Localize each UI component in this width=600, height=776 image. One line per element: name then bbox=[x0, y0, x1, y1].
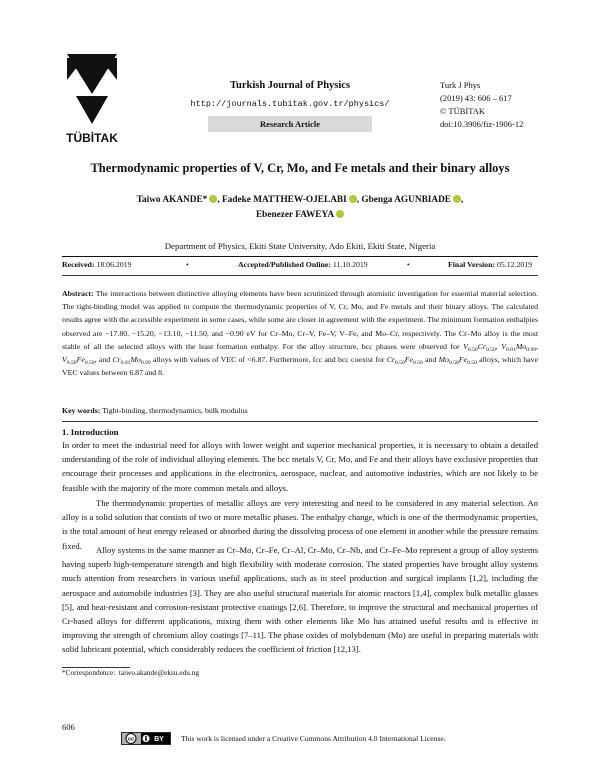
footnote-label: *Correspondence: bbox=[62, 668, 116, 677]
abstract-label: Abstract: bbox=[62, 289, 94, 298]
divider bbox=[62, 421, 538, 422]
final-label: Final Version: bbox=[448, 260, 496, 269]
page-number: 606 bbox=[62, 722, 75, 732]
final-date: 05.12.2019 bbox=[496, 260, 533, 269]
formula: $Cr_{0.01}Mo_{0.99}$ bbox=[112, 355, 151, 367]
logo-text: TÜBİTAK bbox=[66, 131, 118, 145]
divider bbox=[62, 256, 538, 257]
article-type-badge: Research Article bbox=[208, 116, 372, 132]
keywords bbox=[62, 406, 538, 415]
footnote bbox=[62, 668, 199, 677]
correspondence-email[interactable]: taiwo.akande@eksu.edu.ng bbox=[118, 668, 200, 677]
paragraph: In order to meet the industrial need for alloys with lower weight and superior mechanical properties, it is necessary to obtain a detailed understanding of the role of individual alloying elements. The bcc metals V, Cr, Mo, and Fe and their alloys have exclusive properties that encourage their processes and applications in the electronics, aerospace, nuclear, and automotive industries, which are not likely to be feasible with the majority of the more common metals and alloys. bbox=[62, 440, 538, 493]
keywords-text: Tight-binding, thermodynamics, bulk modulus bbox=[102, 406, 248, 415]
svg-text:cc: cc bbox=[127, 736, 135, 743]
formula: $V_{0.50}Fe_{0.50}$ bbox=[62, 355, 95, 367]
orcid-icon[interactable] bbox=[336, 210, 344, 218]
author-line-2 bbox=[0, 210, 600, 220]
received-date: 18.06.2019 bbox=[96, 260, 132, 269]
license-text: This work is licensed under a Creative Commons Attribution 4.0 International License. bbox=[181, 734, 446, 743]
keywords-label: Key words: bbox=[62, 406, 101, 415]
author-agunbiade: , Gbenga AGUNBIADE bbox=[356, 195, 452, 205]
affiliation: Department of Physics, Ekiti State University, Ado Ekiti, Ekiti State, Nigeria bbox=[164, 241, 436, 251]
date-separator: • bbox=[407, 260, 410, 269]
orcid-icon[interactable] bbox=[453, 195, 464, 205]
tubitak-logo bbox=[62, 50, 122, 146]
meta-doi[interactable]: doi:10.3906/fiz-1906-12 bbox=[440, 119, 524, 129]
meta-journal-abbrev: Turk J Phys bbox=[440, 80, 481, 90]
abstract-text: The interactions between distinctive alloying elements have been scrutinized through atomistic investigation for essential material selection. The tight-binding model was applied to compute the thermodynamic properties of V, Cr, Mo, and Fe metals and their binary alloys. The calculated results agree with the accessible experiment in some cases, while some are closer in agreement with the experiment. The minimum formation enthalpies observed are −17.80, −15.20, −13.10, −11.50, and −0.90 eV for Cr–Mo, Cr–V, Fe–V, V–Fe, and Mo–Cr, respectively. The Cr–Mo alloy is the most stable of all the selected alloys with the least formation enthalpy. For the alloy structure, bcc phases were observed for bbox=[62, 289, 539, 351]
cc-by-badge-icon[interactable] bbox=[121, 732, 171, 745]
formula: $Cr_{0.50}Fe_{0.50}$ bbox=[386, 355, 423, 367]
author-separator: , bbox=[461, 195, 464, 205]
divider bbox=[62, 275, 538, 276]
author-matthew-ojelabi: , Fadeke MATTHEW-OJELABI bbox=[217, 195, 347, 205]
paragraph: The thermodynamic properties of metallic alloys are very interesting and need to be considered in any material selection. An alloy is a solid solution that consists of two or more metallic phases. The enthalpy change, which is one of the thermodynamic properties, is the total amount of heat energy released or absorbed during the dissolving process of one element in another while the pressure remains fixed. bbox=[62, 498, 538, 551]
accepted-date: 11.10.2019 bbox=[332, 260, 368, 269]
journal-name: Turkish Journal of Physics bbox=[229, 80, 351, 91]
formula: $V_{0.50}Cr_{0.50}$ bbox=[463, 341, 496, 353]
journal-url[interactable]: http://journals.tubitak.gov.tr/physics/ bbox=[190, 99, 390, 109]
formula: $V_{0.01}Mo_{0.99}$ bbox=[501, 341, 537, 353]
dates-row bbox=[62, 260, 538, 274]
badge-text: BY bbox=[154, 736, 164, 744]
abstract-text: alloys with values of VEC of <6.87. Furthermore, fcc and bcc coexist for bbox=[152, 355, 385, 365]
author-faweya: Ebenezer FAWEYA bbox=[255, 210, 335, 220]
paper-title: Thermodynamic properties of V, Cr, Mo, and Fe metals and their binary alloys bbox=[90, 161, 510, 175]
received-label: Received: bbox=[62, 260, 95, 269]
abstract: Abstract: The interactions between distinctive alloying elements have been scrutinized through atomistic investigation for essential material selection. The tight-binding model was applied to compute the thermodynamic properties of V, Cr, Mo, and Fe metals and their binary alloys. The calculated results agree with the accessible experiment in some cases, while some are closer in agreement with the experiment. The minimum formation enthalpies observed are −17.80, −15.20, −13.10, −11.50, and −0.90 eV for Cr–Mo, Cr–V, Fe–V, V–Fe, and Mo–Cr, respectively. The Cr–Mo alloy is the most stable of all the selected alloys with the least formation enthalpy. For the alloy structure, bcc phases were observed for $V_{0.50}Cr_{0.50}$, $V_{0.01}Mo_{0.99}$, $V_{0.50}Fe_{0.50}$, and $Cr_{0.01}Mo_{0.99}$ alloys with values of VEC of <6.87. Furthermore, fcc and bcc coexist for $Cr_{0.50}Fe_{0.50}$ and $Mo_{0.50}Fe_{0.50}$ alloys, which have VEC values between 6.87 and 8. bbox=[62, 289, 539, 378]
formula: $Mo_{0.50}Fe_{0.50}$ bbox=[438, 355, 477, 367]
author-line-1 bbox=[0, 195, 600, 205]
date-separator: • bbox=[186, 260, 189, 269]
abstract-text: alloys, which have VEC values between 6.87 and 8. bbox=[62, 355, 538, 378]
meta-volume: (2019) 43: 606 – 617 bbox=[440, 93, 512, 103]
author-akande: Taiwo AKANDE* bbox=[136, 195, 208, 205]
section-heading: 1. Introduction bbox=[62, 427, 119, 437]
meta-copyright: © TÜBİTAK bbox=[440, 106, 486, 116]
accepted-label: Accepted/Published Online: bbox=[238, 260, 331, 269]
orcid-icon[interactable] bbox=[349, 195, 357, 203]
paragraph: Alloy systems in the same manner as Cr–Mo, Cr–Fe, Cr–Al, Cr–Mo, Cr–Nb, and Cr–Fe–Mo represent a group of alloy systems having superb high-temperature strength and high flexibility with moderate corrosion. The stated properties have brought alloy systems much attention from researchers in various useful applications, such as in steel production and surgical implants [1,2], including the aerospace and automobile industries [3]. They are also useful structural materials for atomic reactors [1,4], complex bulk metallic glasses [5], and heat-resistant and corrosion-resistant protective coatings [2,6]. Therefore, to improve the structural and mechanical properties of Cr-based alloys for different applications, mixing them with other elements like Mo has attained useful results and is effective in improving the strength of chromium alloy coatings [7–11]. The phase oxides of molybdenum (Mo) are useful in preparing materials with solid lubricant potential, which considerably reduces the coefficient of friction [12,13]. bbox=[62, 545, 538, 655]
